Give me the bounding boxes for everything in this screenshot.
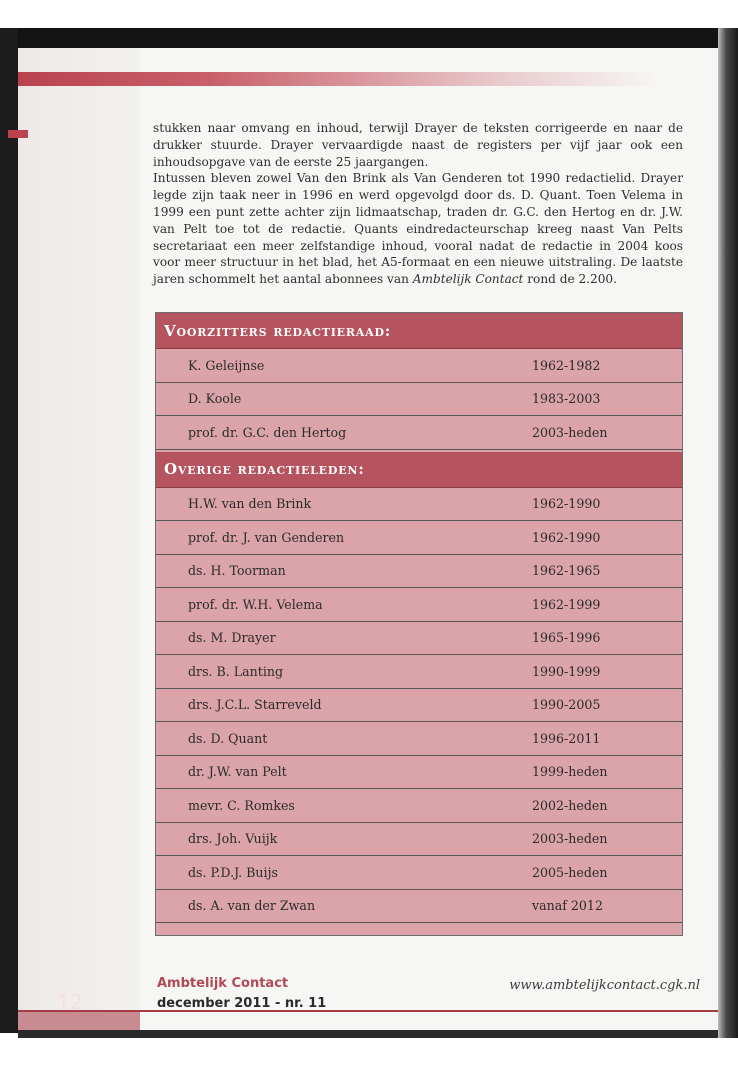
- section-heading-chairs: Voorzitters redactieraad:: [156, 313, 682, 349]
- editor-name: prof. dr. W.H. Velema: [188, 596, 323, 612]
- table-row: [156, 416, 682, 450]
- footer-issue: december 2011 - nr. 11: [157, 996, 327, 1011]
- table-row: [156, 555, 682, 589]
- editor-name: ds. A. van der Zwan: [188, 898, 316, 914]
- editor-name: ds. P.D.J. Buijs: [188, 864, 278, 880]
- page-sidebar: [18, 48, 140, 1038]
- table-row: [156, 349, 682, 383]
- footer-magazine-name: Ambtelijk Contact: [157, 976, 289, 991]
- editor-years: 1962-1982: [532, 357, 601, 373]
- paragraph: stukken naar omvang en inhoud, terwijl Drayer de teksten corrigeerde en naar de drukker stuurde. Drayer vervaardigde naast de registers per vijf jaar ook een inhoudsopgave van de eerste 25 jaargangen.: [153, 121, 683, 169]
- editor-name: ds. D. Quant: [188, 730, 268, 746]
- table-row: [156, 856, 682, 890]
- table-row: [156, 521, 682, 555]
- table-row: [156, 789, 682, 823]
- editor-name: prof. dr. G.C. den Hertog: [188, 424, 347, 440]
- scan-margin-top: [0, 0, 738, 30]
- editor-years: vanaf 2012: [532, 898, 603, 914]
- editor-years: 2005-heden: [532, 864, 608, 880]
- editor-years: 1990-1999: [532, 663, 601, 679]
- editor-years: 1962-1999: [532, 596, 601, 612]
- table-row: [156, 689, 682, 723]
- editor-years: 1983-2003: [532, 391, 601, 407]
- editor-name: D. Koole: [188, 391, 242, 407]
- editor-name: ds. H. Toorman: [188, 563, 286, 579]
- editor-years: 1962-1990: [532, 529, 601, 545]
- editor-name: K. Geleijnse: [188, 357, 265, 373]
- header-stripe: [18, 72, 658, 86]
- magazine-title: Ambtelijk Contact: [412, 272, 524, 287]
- editor-years: 2002-heden: [532, 797, 608, 813]
- editor-name: ds. M. Drayer: [188, 630, 276, 646]
- table-row: [156, 655, 682, 689]
- editor-name: dr. J.W. van Pelt: [188, 764, 287, 780]
- editor-name: prof. dr. J. van Genderen: [188, 529, 345, 545]
- editor-name: drs. B. Lanting: [188, 663, 284, 679]
- table-row: [156, 823, 682, 857]
- paragraph: Intussen bleven zowel Van den Brink als Van Genderen tot 1990 redactielid. Drayer legde zijn taak neer in 1996 en werd opgevolgd door ds. D. Quant. Toen Velema in 1999 een punt zette achter zijn lidmaatschap, traden dr. G.C. den Hertog en dr. J.W. van Pelt toe tot de redactie. Quants eindredacteurschap kreeg naast Van Pelts secretariaat een meer zelfstandige inhoud, vooral nadat de redactie in 2004 koos voor meer structuur in het blad, het A5-formaat en een nieuwe uitstraling. De laatste jaren schommelt het aantal abonnees van Ambtelijk Contact rond de 2.200.: [153, 171, 683, 287]
- scan-border-left: [0, 28, 18, 1033]
- scan-border-top: [0, 28, 738, 48]
- scan-border-right: [718, 28, 738, 1048]
- table-row: [156, 622, 682, 656]
- table-row: [156, 488, 682, 522]
- editors-table: [155, 312, 683, 936]
- editor-years: 1962-1965: [532, 563, 601, 579]
- table-row: [156, 890, 682, 924]
- editor-years: 2003-heden: [532, 424, 608, 440]
- editor-name: H.W. van den Brink: [188, 496, 312, 512]
- table-row: [156, 722, 682, 756]
- editor-years: 1990-2005: [532, 697, 601, 713]
- editor-years: 1996-2011: [532, 730, 601, 746]
- section-heading-members: Overige redactieleden:: [156, 452, 682, 488]
- editor-years: 2003-heden: [532, 831, 608, 847]
- article-text: [153, 120, 683, 288]
- editor-name: mevr. C. Romkes: [188, 797, 295, 813]
- editor-name: drs. J.C.L. Starreveld: [188, 697, 322, 713]
- table-row: [156, 588, 682, 622]
- page-number: 12: [57, 990, 83, 1014]
- editor-years: 1999-heden: [532, 764, 608, 780]
- editor-years: 1962-1990: [532, 496, 601, 512]
- footer-website-link[interactable]: www.ambtelijkcontact.cgk.nl: [509, 978, 700, 993]
- scan-margin-bottom: [0, 1038, 738, 1068]
- table-row: [156, 756, 682, 790]
- table-row: [156, 383, 682, 417]
- editor-years: 1965-1996: [532, 630, 601, 646]
- editor-name: drs. Joh. Vuijk: [188, 831, 278, 847]
- left-margin-marker: [8, 130, 28, 138]
